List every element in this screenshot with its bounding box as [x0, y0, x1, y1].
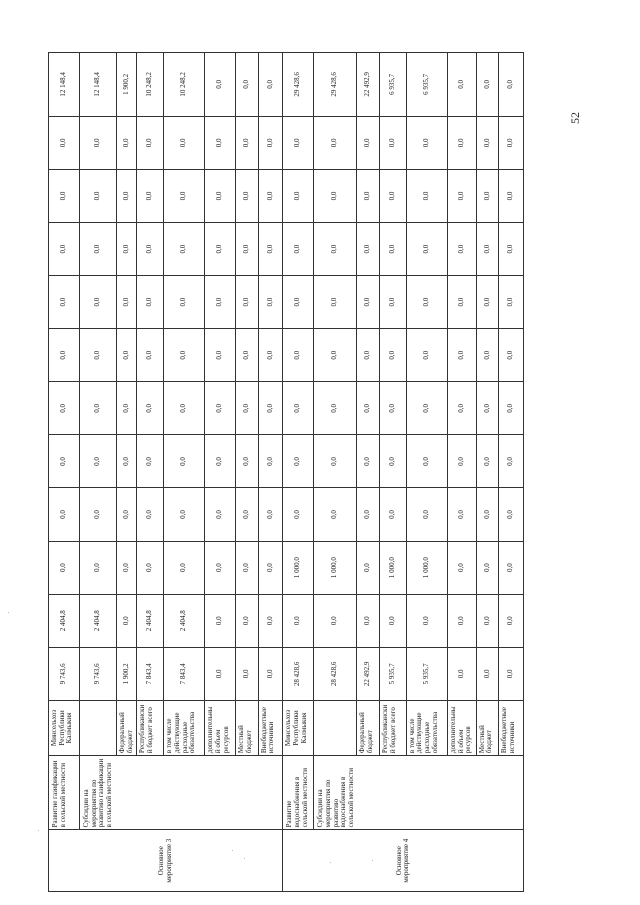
total-cell: 1 900,2 [116, 53, 137, 117]
funding-source-cell: в том числе действующие расходные обязательства [406, 700, 447, 755]
funding-source-cell: Внебюджетные источники [258, 700, 283, 755]
amount-cell: 0,0 [164, 541, 205, 594]
amount-cell: 0,0 [116, 276, 137, 329]
amount-cell: 0,0 [116, 541, 137, 594]
amount-cell: 0,0 [49, 382, 80, 435]
amount-cell: 0,0 [476, 329, 499, 382]
total-cell: 22 492,9 [357, 53, 380, 117]
amount-cell: 0,0 [283, 435, 314, 488]
funding-source-cell: Местный бюджет [236, 700, 259, 755]
funding-source-cell: в том числе действующие расходные обязательства [164, 700, 205, 755]
amount-cell: 0,0 [380, 435, 407, 488]
amount-cell: 0,0 [236, 594, 259, 647]
amount-cell: 0,0 [499, 276, 524, 329]
amount-cell: 0,0 [79, 488, 116, 541]
amount-cell: 0,0 [380, 223, 407, 276]
amount-cell: 0,0 [447, 435, 476, 488]
amount-cell: 0,0 [476, 116, 499, 169]
amount-cell: 0,0 [49, 116, 80, 169]
amount-cell: 0,0 [406, 594, 447, 647]
amount-cell: 1 900,2 [116, 647, 137, 700]
amount-cell: 0,0 [79, 223, 116, 276]
amount-cell: 0,0 [476, 488, 499, 541]
amount-cell: 22 492,9 [357, 647, 380, 700]
amount-cell: 0,0 [205, 276, 236, 329]
funding-source-cell: Федеральный бюджет [357, 700, 380, 755]
funding-source-cell: Минсельхоз Республики Калмыкия [49, 700, 80, 755]
table-row [49, 53, 80, 892]
amount-cell: 0,0 [447, 223, 476, 276]
amount-cell: 0,0 [499, 116, 524, 169]
amount-cell: 0,0 [258, 116, 283, 169]
amount-cell: 0,0 [116, 169, 137, 222]
amount-cell: 2 404,8 [79, 594, 116, 647]
amount-cell: 0,0 [499, 169, 524, 222]
total-cell: 0,0 [447, 53, 476, 117]
amount-cell: 0,0 [258, 594, 283, 647]
amount-cell: 0,0 [406, 382, 447, 435]
amount-cell: 0,0 [205, 488, 236, 541]
amount-cell: 1 000,0 [314, 541, 357, 594]
funding-source-cell: Местный бюджет [476, 700, 499, 755]
amount-cell: 0,0 [357, 116, 380, 169]
amount-cell: 0,0 [164, 169, 205, 222]
amount-cell: 0,0 [116, 382, 137, 435]
amount-cell: 5 935,7 [406, 647, 447, 700]
amount-cell: 0,0 [476, 276, 499, 329]
amount-cell: 0,0 [476, 594, 499, 647]
amount-cell: 0,0 [137, 276, 164, 329]
amount-cell: 0,0 [205, 382, 236, 435]
amount-cell: 2 404,8 [49, 594, 80, 647]
amount-cell: 0,0 [79, 382, 116, 435]
amount-cell: 0,0 [357, 169, 380, 222]
amount-cell: 9 743,6 [79, 647, 116, 700]
amount-cell: 0,0 [164, 116, 205, 169]
event-number-cell: Основное мероприятие 3 [49, 830, 283, 892]
amount-cell: 7 843,4 [137, 647, 164, 700]
amount-cell: 0,0 [236, 169, 259, 222]
amount-cell: 0,0 [476, 169, 499, 222]
amount-cell: 0,0 [49, 488, 80, 541]
amount-cell: 5 935,7 [380, 647, 407, 700]
amount-cell: 0,0 [49, 276, 80, 329]
event-description-cell: Субсидии на мероприятия по развитию водоснабжения в сельской местности [314, 756, 524, 830]
amount-cell: 0,0 [499, 223, 524, 276]
amount-cell: 0,0 [314, 169, 357, 222]
amount-cell: 1 000,0 [380, 541, 407, 594]
amount-cell: 0,0 [314, 276, 357, 329]
amount-cell: 0,0 [258, 223, 283, 276]
amount-cell: 0,0 [205, 435, 236, 488]
amount-cell: 0,0 [258, 435, 283, 488]
amount-cell: 0,0 [236, 223, 259, 276]
amount-cell: 0,0 [447, 647, 476, 700]
funding-source-cell: Республиканский бюджет всего [137, 700, 164, 755]
amount-cell: 28 428,6 [283, 647, 314, 700]
page-number: 52 [568, 112, 582, 124]
amount-cell: 0,0 [447, 276, 476, 329]
amount-cell: 0,0 [205, 541, 236, 594]
amount-cell: 0,0 [79, 541, 116, 594]
amount-cell: 0,0 [499, 488, 524, 541]
amount-cell: 0,0 [380, 276, 407, 329]
amount-cell: 0,0 [283, 169, 314, 222]
amount-cell: 0,0 [137, 223, 164, 276]
amount-cell: 0,0 [137, 488, 164, 541]
funding-source-cell: Республиканский бюджет всего [380, 700, 407, 755]
amount-cell: 0,0 [236, 382, 259, 435]
amount-cell: 0,0 [283, 276, 314, 329]
amount-cell: 0,0 [406, 223, 447, 276]
amount-cell: 0,0 [476, 435, 499, 488]
amount-cell: 2 404,8 [137, 594, 164, 647]
amount-cell: 0,0 [137, 435, 164, 488]
funding-source-cell: Федеральный бюджет [116, 700, 137, 755]
amount-cell: 0,0 [380, 488, 407, 541]
amount-cell: 0,0 [283, 594, 314, 647]
total-cell: 0,0 [236, 53, 259, 117]
amount-cell: 0,0 [476, 647, 499, 700]
amount-cell: 0,0 [116, 116, 137, 169]
amount-cell: 0,0 [164, 276, 205, 329]
amount-cell: 0,0 [357, 435, 380, 488]
amount-cell: 0,0 [314, 116, 357, 169]
amount-cell: 0,0 [236, 541, 259, 594]
amount-cell: 0,0 [164, 488, 205, 541]
amount-cell: 0,0 [476, 541, 499, 594]
amount-cell: 0,0 [380, 382, 407, 435]
amount-cell: 0,0 [116, 435, 137, 488]
rotated-table-container [48, 52, 524, 892]
total-cell: 29 428,6 [283, 53, 314, 117]
amount-cell: 0,0 [49, 169, 80, 222]
amount-cell: 0,0 [49, 223, 80, 276]
amount-cell: 0,0 [236, 116, 259, 169]
amount-cell: 0,0 [205, 594, 236, 647]
total-cell: 29 428,6 [314, 53, 357, 117]
amount-cell: 0,0 [79, 116, 116, 169]
amount-cell: 0,0 [116, 329, 137, 382]
amount-cell: 0,0 [357, 488, 380, 541]
amount-cell: 28 428,6 [314, 647, 357, 700]
amount-cell: 0,0 [314, 223, 357, 276]
amount-cell: 0,0 [357, 594, 380, 647]
event-description-cell: Субсидии на мероприятия по развитию газификации в сельской местности [79, 756, 283, 830]
amount-cell: 0,0 [236, 435, 259, 488]
amount-cell: 0,0 [258, 541, 283, 594]
total-cell: 6 935,7 [406, 53, 447, 117]
amount-cell: 0,0 [164, 435, 205, 488]
amount-cell: 0,0 [406, 169, 447, 222]
amount-cell: 2 404,8 [164, 594, 205, 647]
amount-cell: 0,0 [258, 329, 283, 382]
funding-source-cell: Минсельхоз Республики Калмыкия [283, 700, 314, 755]
amount-cell: 0,0 [447, 116, 476, 169]
amount-cell: 0,0 [499, 541, 524, 594]
amount-cell: 0,0 [283, 382, 314, 435]
amount-cell: 0,0 [447, 488, 476, 541]
amount-cell: 0,0 [499, 647, 524, 700]
amount-cell: 0,0 [357, 382, 380, 435]
total-cell: 0,0 [205, 53, 236, 117]
amount-cell: 0,0 [476, 382, 499, 435]
amount-cell: 0,0 [380, 594, 407, 647]
amount-cell: 0,0 [447, 594, 476, 647]
total-cell: 12 148,4 [49, 53, 80, 117]
amount-cell: 0,0 [236, 276, 259, 329]
amount-cell: 0,0 [137, 329, 164, 382]
total-cell: 10 248,2 [137, 53, 164, 117]
amount-cell: 7 843,4 [164, 647, 205, 700]
funding-source-cell: дополнительный объем ресурсов [205, 700, 236, 755]
amount-cell: 0,0 [380, 329, 407, 382]
amount-cell: 0,0 [258, 488, 283, 541]
amount-cell: 0,0 [406, 435, 447, 488]
amount-cell: 0,0 [116, 594, 137, 647]
amount-cell: 0,0 [236, 329, 259, 382]
amount-cell: 0,0 [164, 382, 205, 435]
amount-cell: 0,0 [49, 541, 80, 594]
amount-cell: 0,0 [283, 329, 314, 382]
amount-cell: 0,0 [283, 488, 314, 541]
amount-cell: 0,0 [314, 435, 357, 488]
table-row [79, 53, 116, 892]
total-cell: 6 935,7 [380, 53, 407, 117]
amount-cell: 0,0 [447, 541, 476, 594]
amount-cell: 0,0 [258, 276, 283, 329]
amount-cell: 0,0 [314, 488, 357, 541]
amount-cell: 0,0 [116, 223, 137, 276]
amount-cell: 0,0 [137, 541, 164, 594]
amount-cell: 0,0 [137, 169, 164, 222]
amount-cell: 0,0 [205, 647, 236, 700]
event-description-cell: Развитие водоснабжения в сельской местности [283, 756, 314, 830]
amount-cell: 0,0 [283, 223, 314, 276]
amount-cell: 0,0 [447, 169, 476, 222]
amount-cell: 0,0 [205, 329, 236, 382]
amount-cell: 0,0 [357, 276, 380, 329]
amount-cell: 0,0 [447, 382, 476, 435]
amount-cell: 0,0 [205, 223, 236, 276]
amount-cell: 0,0 [79, 276, 116, 329]
amount-cell: 0,0 [79, 435, 116, 488]
event-description-cell: Развитие газификации в сельской местности [49, 756, 80, 830]
amount-cell: 0,0 [236, 488, 259, 541]
amount-cell: 0,0 [499, 435, 524, 488]
amount-cell: 0,0 [79, 169, 116, 222]
amount-cell: 0,0 [406, 329, 447, 382]
amount-cell: 0,0 [357, 223, 380, 276]
amount-cell: 0,0 [380, 116, 407, 169]
amount-cell: 0,0 [406, 276, 447, 329]
event-number-cell: Основное мероприятие 4 [283, 830, 524, 892]
amount-cell: 0,0 [357, 541, 380, 594]
table-row [283, 53, 314, 892]
amount-cell: 0,0 [164, 329, 205, 382]
amount-cell: 0,0 [258, 382, 283, 435]
amount-cell: 0,0 [380, 169, 407, 222]
amount-cell: 0,0 [499, 594, 524, 647]
total-cell: 0,0 [476, 53, 499, 117]
amount-cell: 0,0 [406, 116, 447, 169]
amount-cell: 1 000,0 [283, 541, 314, 594]
amount-cell: 0,0 [258, 647, 283, 700]
amount-cell: 0,0 [79, 329, 116, 382]
amount-cell: 0,0 [258, 169, 283, 222]
funding-source-cell: Внебюджетные источники [499, 700, 524, 755]
amount-cell: 0,0 [357, 329, 380, 382]
amount-cell: 0,0 [406, 488, 447, 541]
amount-cell: 0,0 [49, 435, 80, 488]
amount-cell: 1 000,0 [406, 541, 447, 594]
amount-cell: 0,0 [314, 594, 357, 647]
amount-cell: 0,0 [447, 329, 476, 382]
amount-cell: 0,0 [164, 223, 205, 276]
amount-cell: 0,0 [137, 116, 164, 169]
table-body [49, 53, 524, 892]
amount-cell: 0,0 [236, 647, 259, 700]
amount-cell: 9 743,6 [49, 647, 80, 700]
amount-cell: 0,0 [283, 116, 314, 169]
total-cell: 0,0 [258, 53, 283, 117]
amount-cell: 0,0 [49, 329, 80, 382]
amount-cell: 0,0 [116, 488, 137, 541]
amount-cell: 0,0 [499, 382, 524, 435]
funding-source-cell: дополнительный объем ресурсов [447, 700, 476, 755]
amount-cell: 0,0 [476, 223, 499, 276]
budget-table [48, 52, 524, 892]
amount-cell: 0,0 [205, 116, 236, 169]
amount-cell: 0,0 [205, 169, 236, 222]
amount-cell: 0,0 [314, 329, 357, 382]
total-cell: 0,0 [499, 53, 524, 117]
amount-cell: 0,0 [499, 329, 524, 382]
amount-cell: 0,0 [314, 382, 357, 435]
table-row [314, 53, 357, 892]
total-cell: 10 248,2 [164, 53, 205, 117]
total-cell: 12 148,4 [79, 53, 116, 117]
amount-cell: 0,0 [137, 382, 164, 435]
funding-source-cell [79, 700, 116, 755]
funding-source-cell [314, 700, 357, 755]
